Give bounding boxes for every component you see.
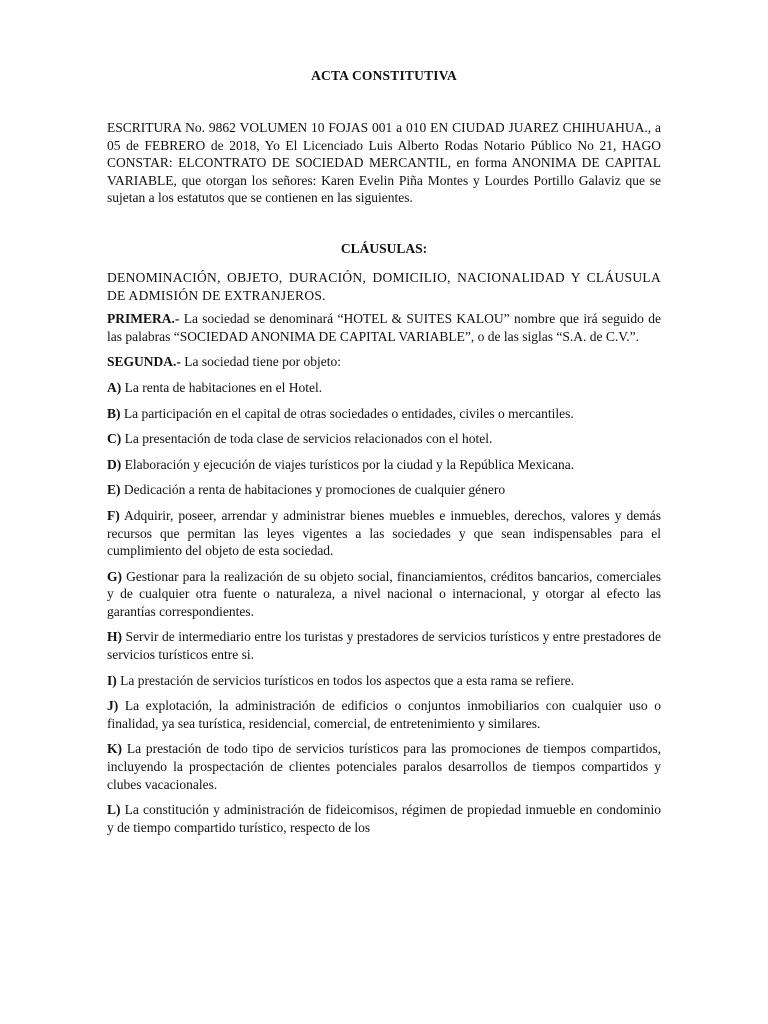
clausulas-heading: DENOMINACIÓN, OBJETO, DURACIÓN, DOMICILIO, NACIONALIDAD Y CLÁUSULA DE ADMISIÓN DE EXTRANJEROS.: [107, 269, 661, 303]
clause-text: La presentación de toda clase de servicios relacionados con el hotel.: [121, 431, 493, 447]
clause-paragraph: [107, 672, 661, 690]
clause-paragraph: [107, 801, 661, 836]
clause-text: Dedicación a renta de habitaciones y promociones de cualquier género: [120, 482, 506, 498]
clause-label: F): [107, 507, 120, 523]
clauses-list: [107, 310, 661, 836]
clause-label: D): [107, 456, 122, 472]
clause-label: L): [107, 802, 121, 818]
clause-text: La sociedad se denominará “HOTEL & SUITES KALOU” nombre que irá seguido de las palabras “SOCIEDAD ANONIMA DE CAPITAL VARIABLE”, o de las siglas “S.A. de C.V.”.: [107, 311, 661, 344]
clause-label: J): [107, 698, 119, 714]
clause-paragraph: [107, 740, 661, 793]
clause-paragraph: [107, 568, 661, 621]
clause-label: G): [107, 568, 122, 584]
clause-paragraph: [107, 507, 661, 560]
clause-text: Servir de intermediario entre los turistas y prestadores de servicios turísticos y entre prestadores de servicios turísticos entre si.: [107, 629, 661, 663]
clause-text: La renta de habitaciones en el Hotel.: [121, 379, 323, 395]
clause-text: Gestionar para la realización de su objeto social, financiamientos, créditos bancarios, comerciales y de cualquier otra fuente o naturaleza, a nivel nacional o internacional, y otorgar al efecto las garantías correspondientes.: [107, 568, 661, 619]
document-title: ACTA CONSTITUTIVA: [311, 68, 457, 83]
clause-label: E): [107, 482, 121, 498]
clause-paragraph: [107, 310, 661, 345]
clause-paragraph: [107, 697, 661, 732]
clause-paragraph: [107, 405, 661, 423]
clausulas-title: CLÁUSULAS:: [340, 240, 428, 256]
clause-label: A): [107, 379, 122, 395]
clause-label: I): [107, 672, 117, 688]
clause-text: La constitución y administración de fideicomisos, régimen de propiedad inmueble en condominio y de tiempo compartido turístico, respecto de los: [107, 802, 661, 835]
clause-paragraph: [107, 456, 661, 474]
clause-text: La prestación de servicios turísticos en todos los aspectos que a esta rama se refiere.: [116, 672, 575, 688]
clause-text: La sociedad tiene por objeto:: [180, 354, 341, 370]
clause-paragraph: [107, 430, 661, 448]
clause-text: La prestación de todo tipo de servicios turísticos para las promociones de tiempos compartidos, incluyendo la prospectación de clientes potenciales paralos desarrollos de tiempos compartidos y clubes vacacionales.: [107, 741, 661, 792]
clause-label: SEGUNDA.-: [107, 354, 181, 370]
clause-label: H): [107, 629, 122, 645]
clause-text: La explotación, la administración de edificios o conjuntos inmobiliarios con cualquier uso o finalidad, ya sea turística, residencial, comercial, de entretenimiento y similares.: [107, 698, 661, 731]
clause-paragraph: [107, 353, 661, 371]
clause-text: Adquirir, poseer, arrendar y administrar bienes muebles e inmuebles, derechos, valores y demás recursos que permitan las leyes vigentes a las sociedades y que sean indispensables para el cumplimiento del objeto de esta sociedad.: [107, 507, 661, 559]
intro-paragraph: ESCRITURA No. 9862 VOLUMEN 10 FOJAS 001 a 010 EN CIUDAD JUAREZ CHIHUAHUA., a 05 de FEBRERO de 2018, Yo El Licenciado Luis Alberto Rodas Notario Público No 21, HAGO CONSTAR: ELCONTRATO DE SOCIEDAD MERCANTIL, en forma ANONIMA DE CAPITAL VARIABLE, que otorgan los señores: Karen Evelin Piña Montes y Lourdes Portillo Galaviz que se sujetan a los estatutos que se contienen en las siguientes.: [107, 120, 661, 206]
clause-label: C): [107, 431, 122, 447]
clause-paragraph: [107, 379, 661, 397]
clause-paragraph: [107, 481, 661, 499]
clause-label: K): [107, 741, 122, 757]
clause-label: B): [107, 405, 121, 421]
clause-text: Elaboración y ejecución de viajes turísticos por la ciudad y la República Mexicana.: [121, 456, 575, 472]
clause-text: La participación en el capital de otras sociedades o entidades, civiles o mercantiles.: [120, 405, 574, 421]
clause-label: PRIMERA.-: [107, 311, 180, 327]
clause-paragraph: [107, 628, 661, 663]
